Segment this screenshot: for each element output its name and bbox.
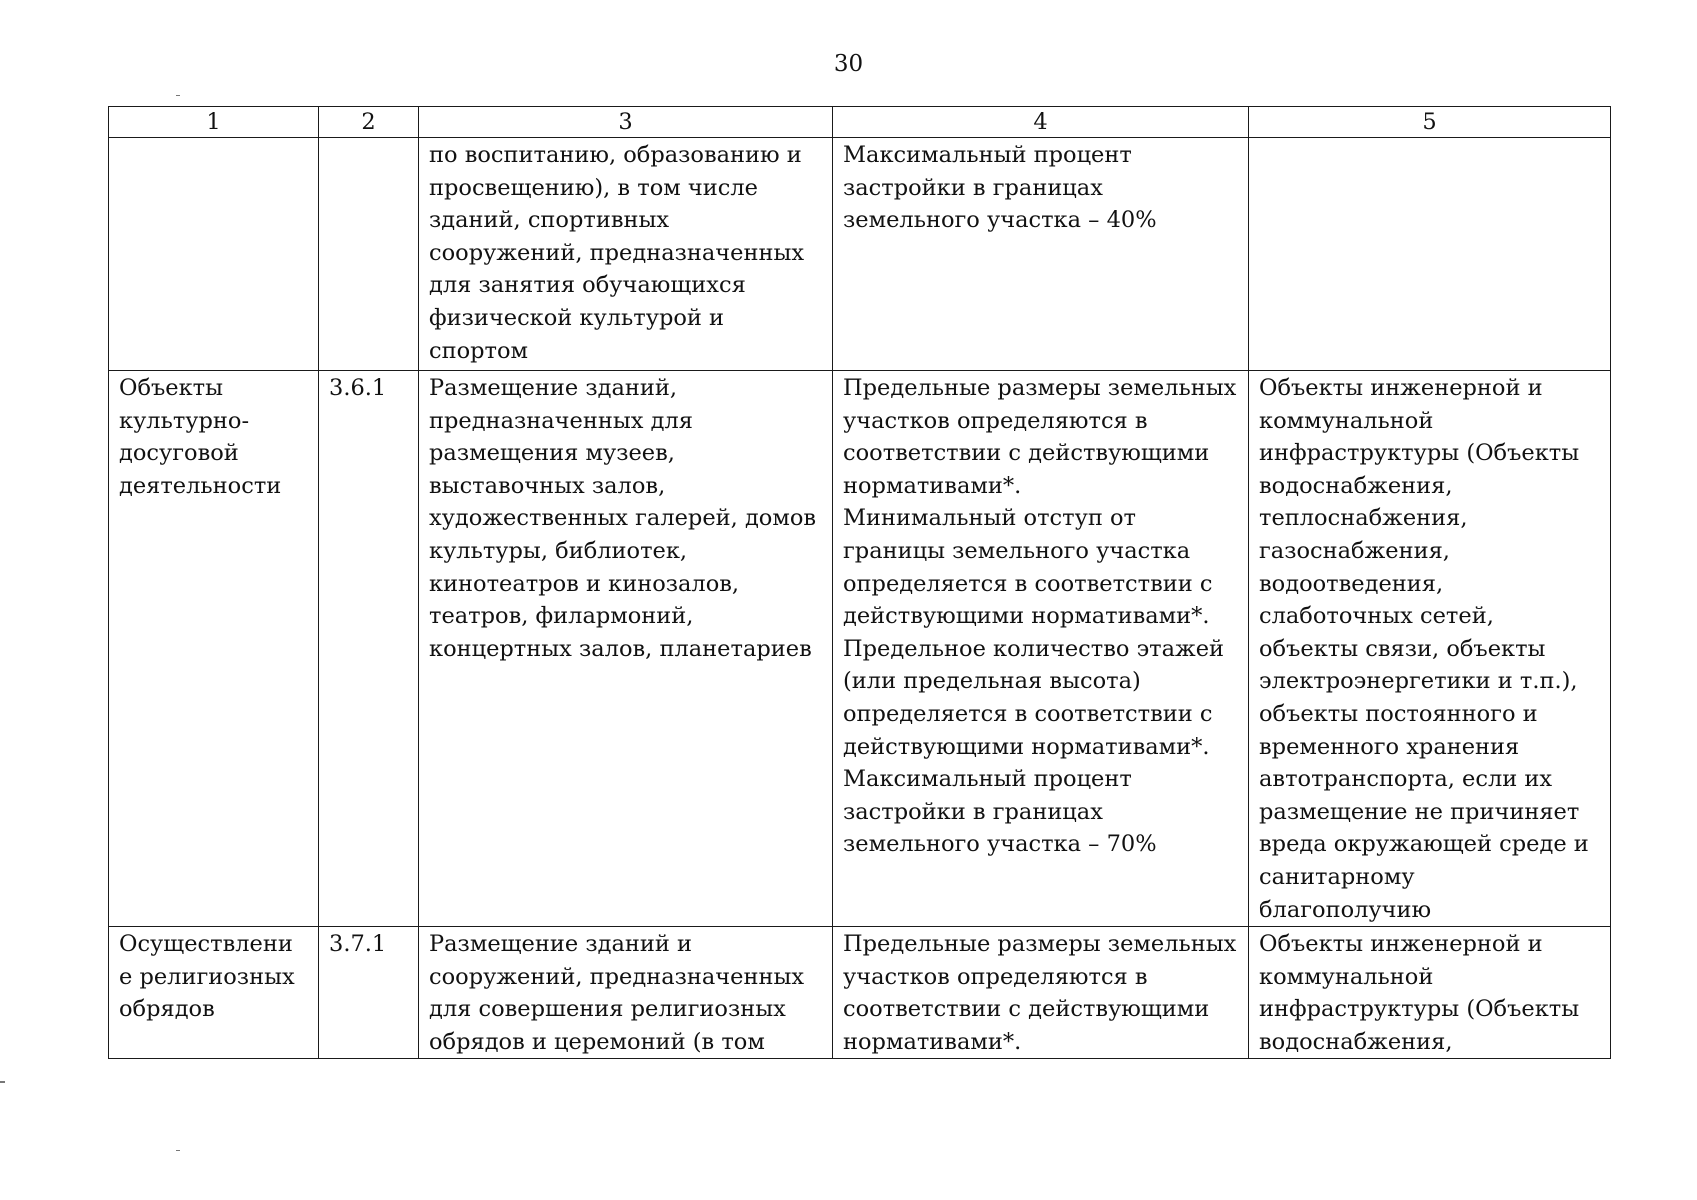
- scan-mark-left: [0, 1081, 5, 1083]
- cell-description: Размещение зданий, предназначенных для размещения музеев, выставочных залов, художественных галерей, домов культуры, библиотек, кинотеатров и кинозалов, театров, филармоний, концертных залов, планетариев: [419, 371, 833, 927]
- cell-parameters: Предельные размеры земельных участков определяются в соответствии с действующими нормативами*.: [833, 927, 1249, 1059]
- cell-code: [319, 138, 419, 371]
- zoning-table: [108, 106, 1611, 1059]
- cell-description: Размещение зданий и сооружений, предназначенных для совершения религиозных обрядов и церемоний (в том: [419, 927, 833, 1059]
- cell-code: 3.7.1: [319, 927, 419, 1059]
- table-row: [109, 138, 1611, 371]
- header-col-4: 4: [833, 107, 1249, 138]
- header-col-1: 1: [109, 107, 319, 138]
- scan-mark-bottom: [176, 1150, 180, 1151]
- header-col-3: 3: [419, 107, 833, 138]
- cell-code: 3.6.1: [319, 371, 419, 927]
- cell-use-type: Осуществлени е религиозных обрядов: [109, 927, 319, 1059]
- cell-auxiliary-uses: [1249, 138, 1611, 371]
- cell-use-type: Объекты культурно- досуговой деятельности: [109, 371, 319, 927]
- page-number: 30: [833, 51, 864, 77]
- cell-description: по воспитанию, образованию и просвещению), в том числе зданий, спортивных сооружений, предназначенных для занятия обучающихся физической культурой и спортом: [419, 138, 833, 371]
- table-row: [109, 927, 1611, 1059]
- scan-mark-top: [176, 95, 180, 96]
- table-row: [109, 371, 1611, 927]
- header-col-5: 5: [1249, 107, 1611, 138]
- table-header-row: [109, 107, 1611, 138]
- cell-auxiliary-uses: Объекты инженерной и коммунальной инфраструктуры (Объекты водоснабжения,: [1249, 927, 1611, 1059]
- cell-auxiliary-uses: Объекты инженерной и коммунальной инфраструктуры (Объекты водоснабжения, теплоснабжения, газоснабжения, водоотведения, слаботочных сетей, объекты связи, объекты электроэнергетики и т.п.), объекты постоянного и временного хранения автотранспорта, если их размещение не причиняет вреда окружающей среде и санитарному благополучию: [1249, 371, 1611, 927]
- cell-parameters: Предельные размеры земельных участков определяются в соответствии с действующими нормативами*. Минимальный отступ от границы земельного участка определяется в соответствии с действующими нормативами*. Предельное количество этажей (или предельная высота) определяется в соответствии с действующими нормативами*. Максимальный процент застройки в границах земельного участка – 70%: [833, 371, 1249, 927]
- cell-parameters: Максимальный процент застройки в границах земельного участка – 40%: [833, 138, 1249, 371]
- cell-use-type: [109, 138, 319, 371]
- header-col-2: 2: [319, 107, 419, 138]
